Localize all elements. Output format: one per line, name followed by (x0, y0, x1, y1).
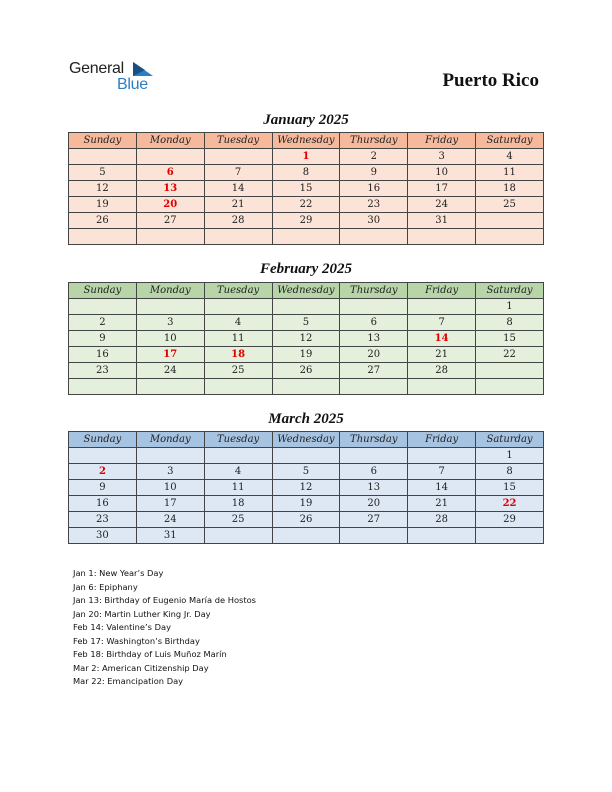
weekday-header: Thursday (340, 283, 408, 299)
week-row (69, 181, 544, 197)
empty-day-cell (136, 379, 204, 395)
day-cell: 29 (476, 512, 544, 528)
day-cell: 27 (136, 213, 204, 229)
empty-day-cell (408, 528, 476, 544)
day-cell: 10 (408, 165, 476, 181)
day-cell: 22 (476, 347, 544, 363)
empty-day-cell (476, 229, 544, 245)
generalblue-logo (69, 60, 169, 96)
day-cell: 26 (69, 213, 137, 229)
day-cell: 31 (408, 213, 476, 229)
day-cell: 23 (69, 363, 137, 379)
holiday-note: Mar 2: American Citizenship Day (73, 662, 209, 673)
day-cell: 28 (204, 213, 272, 229)
empty-day-cell (204, 528, 272, 544)
day-cell: 15 (476, 480, 544, 496)
day-cell: 11 (204, 331, 272, 347)
day-cell: 1 (272, 149, 340, 165)
holiday-note: Feb 18: Birthday of Luis Muñoz Marín (73, 649, 227, 659)
day-cell: 17 (408, 181, 476, 197)
empty-day-cell (340, 448, 408, 464)
weekday-header: Wednesday (272, 283, 340, 299)
day-cell: 1 (476, 299, 544, 315)
day-cell: 14 (408, 480, 476, 496)
day-cell: 8 (476, 464, 544, 480)
weekday-header-row (69, 432, 544, 448)
weekday-header: Friday (408, 283, 476, 299)
week-row (69, 448, 544, 464)
empty-day-cell (408, 299, 476, 315)
day-cell: 12 (272, 331, 340, 347)
day-cell: 9 (69, 480, 137, 496)
calendar-february (68, 282, 544, 395)
day-cell: 12 (272, 480, 340, 496)
day-cell: 6 (340, 464, 408, 480)
empty-day-cell (476, 213, 544, 229)
empty-day-cell (272, 379, 340, 395)
holiday-note: Feb 17: Washington’s Birthday (73, 635, 200, 646)
holiday-note: Jan 20: Martin Luther King Jr. Day (73, 608, 211, 619)
weekday-header: Wednesday (272, 133, 340, 149)
empty-day-cell (204, 448, 272, 464)
day-cell: 16 (69, 496, 137, 512)
weekday-header: Tuesday (204, 283, 272, 299)
day-cell: 27 (340, 363, 408, 379)
day-cell: 5 (272, 464, 340, 480)
day-cell: 3 (136, 315, 204, 331)
logo-word-blue: Blue (117, 76, 148, 93)
empty-day-cell (69, 299, 137, 315)
empty-day-cell (408, 448, 476, 464)
week-row (69, 165, 544, 181)
day-cell: 6 (340, 315, 408, 331)
day-cell: 4 (204, 315, 272, 331)
month-title-january: January 2025 (263, 112, 349, 128)
week-row (69, 379, 544, 395)
day-cell: 2 (340, 149, 408, 165)
day-cell: 26 (272, 363, 340, 379)
holiday-note: Feb 14: Valentine’s Day (73, 622, 172, 632)
empty-day-cell (408, 379, 476, 395)
week-row (69, 363, 544, 379)
day-cell: 3 (136, 464, 204, 480)
holiday-note: Jan 13: Birthday of Eugenio María de Hostos (73, 595, 256, 605)
day-cell: 9 (69, 331, 137, 347)
day-cell: 27 (340, 512, 408, 528)
empty-day-cell (272, 229, 340, 245)
day-cell: 23 (69, 512, 137, 528)
day-cell: 30 (340, 213, 408, 229)
empty-day-cell (476, 528, 544, 544)
day-cell: 26 (272, 512, 340, 528)
day-cell: 24 (136, 512, 204, 528)
empty-day-cell (476, 379, 544, 395)
holiday-note: Jan 6: Epiphany (73, 581, 138, 592)
day-cell: 20 (340, 347, 408, 363)
calendar-january (68, 132, 544, 245)
day-cell: 21 (408, 496, 476, 512)
day-cell: 25 (204, 512, 272, 528)
weekday-header: Sunday (69, 133, 137, 149)
weekday-header: Friday (408, 432, 476, 448)
day-cell: 15 (476, 331, 544, 347)
empty-day-cell (408, 229, 476, 245)
day-cell: 13 (136, 181, 204, 197)
day-cell: 17 (136, 496, 204, 512)
month-title-february: February 2025 (259, 261, 353, 277)
weekday-header: Monday (136, 133, 204, 149)
week-row (69, 315, 544, 331)
day-cell: 25 (204, 363, 272, 379)
empty-day-cell (204, 299, 272, 315)
week-row (69, 213, 544, 229)
weekday-header: Saturday (476, 133, 544, 149)
day-cell: 12 (69, 181, 137, 197)
holiday-note: Jan 1: New Year’s Day (73, 568, 164, 578)
weekday-header: Saturday (476, 283, 544, 299)
day-cell: 19 (272, 496, 340, 512)
day-cell: 7 (408, 464, 476, 480)
day-cell: 1 (476, 448, 544, 464)
logo-triangle-icon (133, 62, 155, 78)
month-title-march: March 2025 (268, 411, 344, 427)
day-cell: 21 (408, 347, 476, 363)
day-cell: 8 (272, 165, 340, 181)
day-cell: 16 (340, 181, 408, 197)
day-cell: 15 (272, 181, 340, 197)
day-cell: 13 (340, 331, 408, 347)
weekday-header: Thursday (340, 133, 408, 149)
empty-day-cell (476, 363, 544, 379)
day-cell: 2 (69, 464, 137, 480)
week-row (69, 347, 544, 363)
day-cell: 20 (340, 496, 408, 512)
day-cell: 10 (136, 331, 204, 347)
weekday-header: Tuesday (204, 432, 272, 448)
empty-day-cell (204, 379, 272, 395)
day-cell: 22 (272, 197, 340, 213)
weekday-header: Sunday (69, 283, 137, 299)
day-cell: 6 (136, 165, 204, 181)
week-row (69, 496, 544, 512)
weekday-header: Saturday (476, 432, 544, 448)
day-cell: 29 (272, 213, 340, 229)
empty-day-cell (69, 448, 137, 464)
day-cell: 17 (136, 347, 204, 363)
day-cell: 22 (476, 496, 544, 512)
weekday-header-row (69, 133, 544, 149)
empty-day-cell (136, 229, 204, 245)
day-cell: 13 (340, 480, 408, 496)
week-row (69, 512, 544, 528)
empty-day-cell (272, 528, 340, 544)
logo-word-general: General (69, 60, 124, 77)
empty-day-cell (272, 448, 340, 464)
empty-day-cell (204, 149, 272, 165)
day-cell: 20 (136, 197, 204, 213)
week-row (69, 331, 544, 347)
day-cell: 28 (408, 363, 476, 379)
empty-day-cell (340, 299, 408, 315)
day-cell: 21 (204, 197, 272, 213)
country-title: Puerto Rico (442, 70, 539, 91)
day-cell: 23 (340, 197, 408, 213)
empty-day-cell (136, 149, 204, 165)
empty-day-cell (340, 379, 408, 395)
week-row (69, 464, 544, 480)
weekday-header: Sunday (69, 432, 137, 448)
day-cell: 5 (69, 165, 137, 181)
day-cell: 16 (69, 347, 137, 363)
day-cell: 24 (408, 197, 476, 213)
empty-day-cell (340, 229, 408, 245)
holiday-note: Mar 22: Emancipation Day (73, 676, 184, 686)
day-cell: 10 (136, 480, 204, 496)
empty-day-cell (272, 299, 340, 315)
week-row (69, 197, 544, 213)
week-row (69, 299, 544, 315)
day-cell: 25 (476, 197, 544, 213)
day-cell: 14 (204, 181, 272, 197)
weekday-header: Wednesday (272, 432, 340, 448)
day-cell: 31 (136, 528, 204, 544)
empty-day-cell (69, 379, 137, 395)
day-cell: 9 (340, 165, 408, 181)
day-cell: 7 (204, 165, 272, 181)
day-cell: 11 (476, 165, 544, 181)
day-cell: 4 (204, 464, 272, 480)
week-row (69, 528, 544, 544)
empty-day-cell (204, 229, 272, 245)
day-cell: 5 (272, 315, 340, 331)
day-cell: 11 (204, 480, 272, 496)
empty-day-cell (69, 229, 137, 245)
week-row (69, 480, 544, 496)
day-cell: 18 (476, 181, 544, 197)
day-cell: 19 (272, 347, 340, 363)
empty-day-cell (69, 149, 137, 165)
empty-day-cell (136, 448, 204, 464)
weekday-header: Monday (136, 432, 204, 448)
empty-day-cell (340, 528, 408, 544)
day-cell: 30 (69, 528, 137, 544)
weekday-header: Tuesday (204, 133, 272, 149)
day-cell: 3 (408, 149, 476, 165)
empty-day-cell (136, 299, 204, 315)
holiday-notes (73, 567, 256, 689)
day-cell: 14 (408, 331, 476, 347)
weekday-header: Friday (408, 133, 476, 149)
weekday-header-row (69, 283, 544, 299)
day-cell: 2 (69, 315, 137, 331)
day-cell: 28 (408, 512, 476, 528)
week-row (69, 229, 544, 245)
day-cell: 8 (476, 315, 544, 331)
day-cell: 18 (204, 496, 272, 512)
day-cell: 4 (476, 149, 544, 165)
week-row (69, 149, 544, 165)
day-cell: 19 (69, 197, 137, 213)
day-cell: 7 (408, 315, 476, 331)
calendar-march (68, 431, 544, 544)
weekday-header: Monday (136, 283, 204, 299)
weekday-header: Thursday (340, 432, 408, 448)
day-cell: 18 (204, 347, 272, 363)
day-cell: 24 (136, 363, 204, 379)
